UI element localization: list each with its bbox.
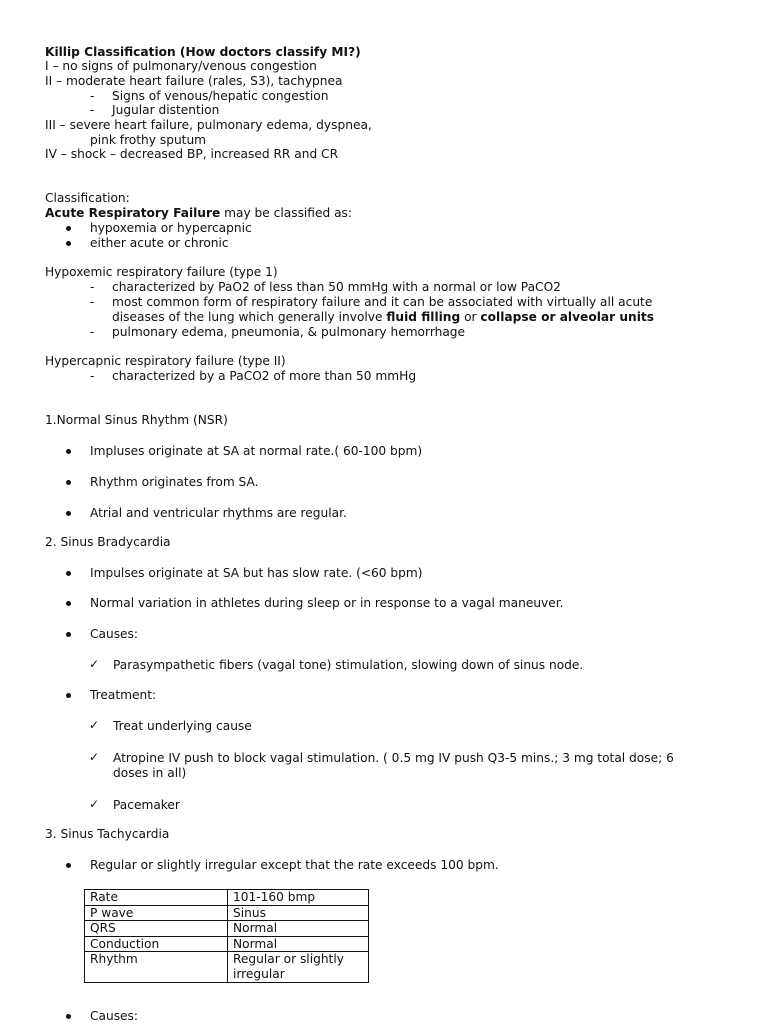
nsr-bullet-1: Impluses originate at SA at normal rate.( 60-100 bpm) — [90, 444, 423, 458]
checkmark-icon: ✓ — [89, 657, 100, 671]
dash-marker: - — [90, 280, 95, 294]
checkmark-icon: ✓ — [89, 750, 100, 764]
bullet-icon — [66, 511, 71, 516]
killip-line-4: IV – shock – decreased BP, increased RR and CR — [45, 147, 339, 161]
dash-marker: - — [90, 89, 95, 103]
killip-sub-1: - Signs of venous/hepatic congestion — [90, 89, 329, 103]
nsr-bullet-3: Atrial and ventricular rhythms are regular. — [90, 506, 347, 520]
table-row — [85, 936, 369, 952]
killip-line-3: III – severe heart failure, pulmonary edema, dyspnea, — [45, 118, 372, 132]
bullet-icon — [66, 632, 71, 637]
table-cell-label: Conduction — [85, 936, 228, 952]
killip-line-3b: pink frothy sputum — [90, 133, 207, 147]
dash-marker: - — [90, 295, 95, 309]
brady-treatment-1: Treat underlying cause — [113, 719, 252, 733]
table-row — [85, 952, 369, 982]
table-cell-value: Regular or slightly irregular — [228, 952, 369, 982]
bullet-icon — [66, 863, 71, 868]
bullet-icon — [66, 480, 71, 485]
table-cell-label: Rhythm — [85, 952, 228, 982]
brady-bullet-2: Normal variation in athletes during sleep or in response to a vagal maneuver. — [90, 596, 564, 610]
tachy-bullet-1: Regular or slightly irregular except that the rate exceeds 100 bpm. — [90, 858, 499, 872]
table-row — [85, 905, 369, 921]
killip-title: Killip Classification (How doctors classify MI?) — [45, 45, 361, 59]
killip-line-2: II – moderate heart failure (rales, S3), tachypnea — [45, 74, 343, 88]
dash-marker: - — [90, 103, 95, 117]
bullet-icon — [66, 1014, 71, 1019]
hypercapnic-item-1: - characterized by a PaCO2 of more than 50 mmHg — [90, 369, 417, 383]
brady-treatment-2-cont: doses in all) — [113, 766, 187, 780]
bullet-icon — [66, 226, 71, 231]
brady-treatment: Treatment: — [90, 688, 157, 702]
dash-marker: - — [90, 369, 95, 383]
table-cell-value: Normal — [228, 936, 369, 952]
bullet-icon — [66, 693, 71, 698]
arf-bullet-1: hypoxemia or hypercapnic — [90, 221, 252, 235]
nsr-heading: 1.Normal Sinus Rhythm (NSR) — [45, 413, 228, 427]
dash-marker: - — [90, 325, 95, 339]
checkmark-icon: ✓ — [89, 797, 100, 811]
brady-treatment-3: Pacemaker — [113, 798, 180, 812]
table-cell-value: Normal — [228, 921, 369, 937]
bullet-icon — [66, 601, 71, 606]
killip-line-1: I – no signs of pulmonary/venous congestion — [45, 59, 317, 73]
table-cell-label: Rate — [85, 890, 228, 906]
table-row — [85, 921, 369, 937]
brady-causes: Causes: — [90, 627, 139, 641]
classification-heading: Classification: — [45, 191, 130, 205]
table-cell-value: 101-160 bmp — [228, 890, 369, 906]
hypoxemic-item-2-cont: diseases of the lung which generally involve fluid filling or collapse or alveolar units — [112, 310, 654, 324]
brady-bullet-1: Impulses originate at SA but has slow rate. (<60 bpm) — [90, 566, 423, 580]
tachy-table — [84, 889, 369, 983]
brady-cause-1: Parasympathetic fibers (vagal tone) stimulation, slowing down of sinus node. — [113, 658, 584, 672]
hypercapnic-heading: Hypercapnic respiratory failure (type II) — [45, 354, 286, 368]
checkmark-icon: ✓ — [89, 718, 100, 732]
bullet-icon — [66, 449, 71, 454]
table-cell-value: Sinus — [228, 905, 369, 921]
arf-bullet-2: either acute or chronic — [90, 236, 229, 250]
table-row — [85, 890, 369, 906]
arf-line: Acute Respiratory Failure may be classified as: — [45, 206, 353, 220]
bullet-icon — [66, 241, 71, 246]
brady-treatment-2: Atropine IV push to block vagal stimulation. ( 0.5 mg IV push Q3-5 mins.; 3 mg total dose; 6 — [113, 751, 674, 765]
bullet-icon — [66, 571, 71, 576]
brady-heading: 2. Sinus Bradycardia — [45, 535, 171, 549]
tachy-causes: Causes: — [90, 1009, 139, 1023]
killip-sub-2: - Jugular distention — [90, 103, 220, 117]
nsr-bullet-2: Rhythm originates from SA. — [90, 475, 259, 489]
hypoxemic-item-3: - pulmonary edema, pneumonia, & pulmonary hemorrhage — [90, 325, 466, 339]
table-cell-label: P wave — [85, 905, 228, 921]
hypoxemic-item-2: - most common form of respiratory failure and it can be associated with virtually all acute — [90, 295, 653, 309]
tachy-heading: 3. Sinus Tachycardia — [45, 827, 170, 841]
table-cell-label: QRS — [85, 921, 228, 937]
hypoxemic-heading: Hypoxemic respiratory failure (type 1) — [45, 265, 278, 279]
hypoxemic-item-1: - characterized by PaO2 of less than 50 mmHg with a normal or low PaCO2 — [90, 280, 561, 294]
